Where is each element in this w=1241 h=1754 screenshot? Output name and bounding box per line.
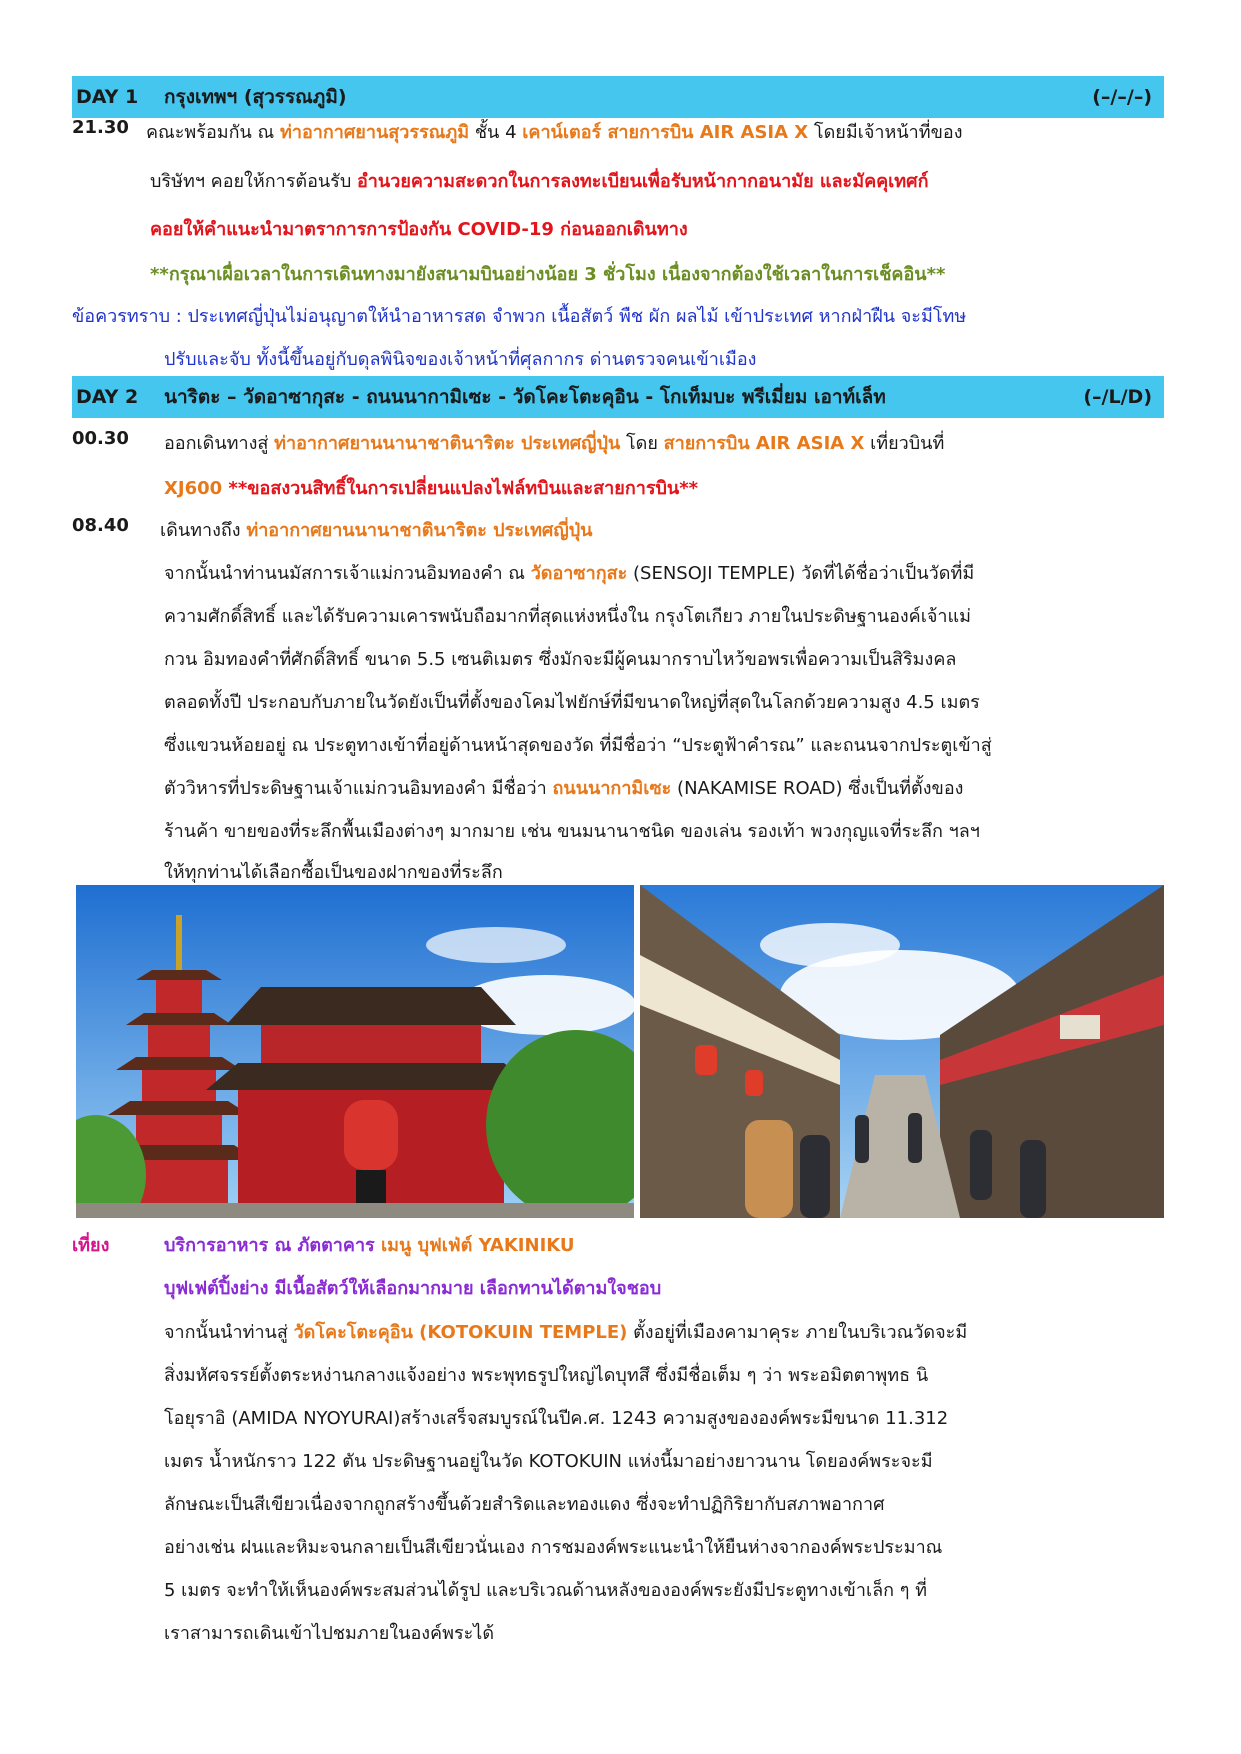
meal-time-label: เที่ยง bbox=[72, 1235, 110, 1256]
day-route: กรุงเทพฯ (สุวรรณภูมิ) bbox=[164, 86, 347, 108]
nakamise-street-photo bbox=[640, 885, 1164, 1218]
day-route: นาริตะ – วัดอาซากุสะ - ถนนนากามิเซะ - วัดโคะโตะคุอิน - โกเท็มบะ พรีเมี่ยม เอาท์เล็ท bbox=[164, 386, 886, 408]
sensoji-line: กวน อิมทองคำที่ศักดิ์สิทธิ์ ขนาด 5.5 เซนติเมตร ซึ่งมักจะมีผู้คนมากราบไหว้ขอพรเพื่อความเป็นสิริมงคล bbox=[164, 649, 957, 670]
sensoji-line: ให้ทุกท่านได้เลือกซื้อเป็นของฝากของที่ระลึก bbox=[164, 862, 503, 883]
sensoji-line: ตลอดทั้งปี ประกอบกับภายในวัดยังเป็นที่ตั้งของโคมไฟยักษ์ที่มีขนาดใหญ่ที่สุดในโลกด้วยความสูง 4.5 เมตร bbox=[164, 692, 980, 713]
meal-line: บริการอาหาร ณ ภัตตาคาร เมนู บุฟเฟ่ต์ YAKINIKU bbox=[164, 1235, 575, 1256]
day-label: DAY 2 bbox=[76, 386, 139, 408]
day1-header-bar bbox=[72, 76, 1164, 118]
notice-line: ปรับและจับ ทั้งนี้ขึ้นอยู่กับดุลพินิจของเจ้าหน้าที่ศุลกากร ด่านตรวจคนเข้าเมือง bbox=[164, 349, 757, 370]
time-label: 00.30 bbox=[72, 428, 129, 449]
flight-note: XJ600 **ขอสงวนสิทธิ์ในการเปลี่ยนแปลงไฟล์ทบินและสายการบิน** bbox=[164, 478, 699, 499]
day2-header-bar bbox=[72, 376, 1164, 418]
sensoji-line: ซึ่งแขวนห้อยอยู่ ณ ประตูทางเข้าที่อยู่ด้านหน้าสุดของวัด ที่มีชื่อว่า “ประตูฟ้าคำรณ” และถนนจากประตูเข้าสู่ bbox=[164, 735, 992, 756]
sensoji-line: ตัววิหารที่ประดิษฐานเจ้าแม่กวนอิมทองคำ มีชื่อว่า ถนนนากามิเซะ (NAKAMISE ROAD) ซึ่งเป็นที่ตั้งของ bbox=[164, 778, 964, 799]
kotokuin-line: จากนั้นนำท่านสู่ วัดโคะโตะคุอิน (KOTOKUIN TEMPLE) ตั้งอยู่ที่เมืองคามาคุระ ภายในบริเวณวัดจะมี bbox=[164, 1322, 968, 1343]
itinerary-line: บริษัทฯ คอยให้การต้อนรับ อำนวยความสะดวกในการลงทะเบียนเพื่อรับหน้ากากอนามัย และมัคคุเทศก์ bbox=[150, 171, 929, 192]
kotokuin-line: เราสามารถเดินเข้าไปชมภายในองค์พระได้ bbox=[164, 1623, 495, 1644]
time-label: 21.30 bbox=[72, 117, 129, 138]
notice-line: ข้อควรทราบ : ประเทศญี่ปุ่นไม่อนุญาตให้นำอาหารสด จำพวก เนื้อสัตว์ พืช ผัก ผลไม้ เข้าประเทศ หากฝ่าฝืน จะมีโทษ bbox=[72, 306, 967, 327]
kotokuin-line: เมตร น้ำหนักราว 122 ตัน ประดิษฐานอยู่ในวัด KOTOKUIN แห่งนี้มาอย่างยาวนาน โดยองค์พระจะมี bbox=[164, 1451, 933, 1472]
kotokuin-line: โอยุราอิ (AMIDA NYOYURAI)สร้างเสร็จสมบูรณ์ในปีค.ศ. 1243 ความสูงขององค์พระมีขนาด 11.312 bbox=[164, 1408, 949, 1429]
day-meals: (–/L/D) bbox=[1083, 386, 1152, 408]
itinerary-line: เดินทางถึง ท่าอากาศยานนานาชาตินาริตะ ประเทศญี่ปุ่น bbox=[160, 520, 593, 541]
kotokuin-line: สิ่งมหัศจรรย์ตั้งตระหง่านกลางแจ้งอย่าง พระพุทธรูปใหญ่ไดบุทสึ ซึ่งมีชื่อเต็ม ๆ ว่า พระอมิตตาพุทธ นิ bbox=[164, 1365, 929, 1386]
day-label: DAY 1 bbox=[76, 86, 139, 108]
time-label: 08.40 bbox=[72, 515, 129, 536]
day-meals: (–/–/–) bbox=[1092, 86, 1152, 108]
itinerary-line: ออกเดินทางสู่ ท่าอากาศยานนานาชาตินาริตะ ประเทศญี่ปุ่น โดย สายการบิน AIR ASIA X เที่ยวบินที่ bbox=[164, 433, 945, 454]
kotokuin-line: อย่างเช่น ฝนและหิมะจนกลายเป็นสีเขียวนั่นเอง การชมองค์พระแนะนำให้ยืนห่างจากองค์พระประมาณ bbox=[164, 1537, 943, 1558]
sensoji-line: ความศักดิ์สิทธิ์ และได้รับความเคารพนับถือมากที่สุดแห่งหนึ่งใน กรุงโตเกียว ภายในประดิษฐานองค์เจ้าแม่ bbox=[164, 606, 971, 627]
sensoji-temple-photo bbox=[76, 885, 634, 1218]
kotokuin-line: 5 เมตร จะทำให้เห็นองค์พระสมส่วนได้รูป และบริเวณด้านหลังขององค์พระยังมีประตูทางเข้าเล็ก ๆ ที่ bbox=[164, 1580, 928, 1601]
meal-description: บุฟเฟต์ปิ้งย่าง มีเนื้อสัตว์ให้เลือกมากมาย เลือกทานได้ตามใจชอบ bbox=[164, 1278, 662, 1299]
sensoji-line: ร้านค้า ขายของที่ระลึกพื้นเมืองต่างๆ มากมาย เช่น ขนมนานาชนิด ของเล่น รองเท้า พวงกุญแจที่ระลึก ฯลฯ bbox=[164, 821, 980, 842]
checkin-note: **กรุณาเผื่อเวลาในการเดินทางมายังสนามบินอย่างน้อย 3 ชั่วโมง เนื่องจากต้องใช้เวลาในการเช็คอิน** bbox=[150, 264, 946, 285]
kotokuin-line: ลักษณะเป็นสีเขียวเนื่องจากถูกสร้างขึ้นด้วยสำริดและทองแดง ซึ่งจะทำปฏิกิริยากับสภาพอากาศ bbox=[164, 1494, 885, 1515]
itinerary-line: คณะพร้อมกัน ณ ท่าอากาศยานสุวรรณภูมิ ชั้น 4 เคาน์เตอร์ สายการบิน AIR ASIA X โดยมีเจ้าหน้าที่ของ bbox=[146, 122, 963, 143]
covid-note: คอยให้คำแนะนำมาตราการการป้องกัน COVID-19 ก่อนออกเดินทาง bbox=[150, 219, 688, 240]
sensoji-line: จากนั้นนำท่านนมัสการเจ้าแม่กวนอิมทองคำ ณ วัดอาซากุสะ (SENSOJI TEMPLE) วัดที่ได้ชื่อว่าเป็นวัดที่มี bbox=[164, 563, 975, 584]
